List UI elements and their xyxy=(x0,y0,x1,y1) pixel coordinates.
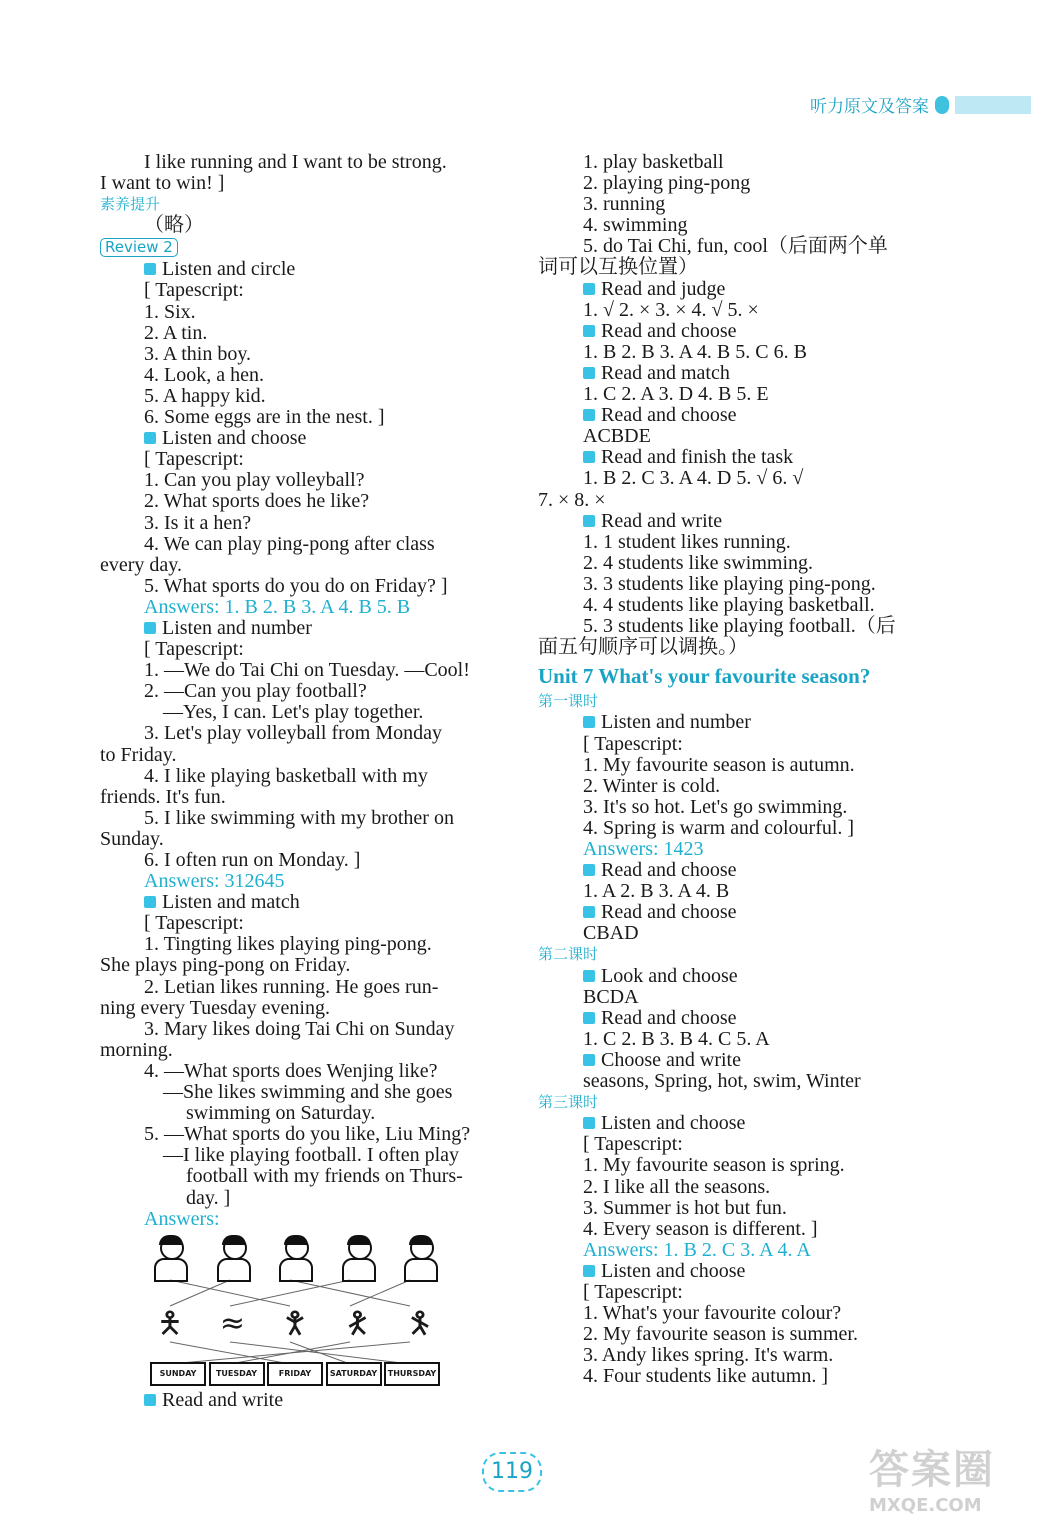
text-line: 7. × 8. × xyxy=(538,488,606,511)
text-line: I like running and I want to be strong. xyxy=(144,151,447,173)
section-heading: Listen and circle xyxy=(100,259,488,280)
text-line: [ Tapescript: xyxy=(144,912,244,935)
section-heading: Read and judge xyxy=(538,279,928,300)
child-portrait-icon xyxy=(338,1236,378,1280)
lesson-label: 第二课时 xyxy=(538,945,599,964)
text-line: 6. Some eggs are in the nest. ] xyxy=(144,406,385,429)
text-line: 1. B 2. C 3. A 4. D 5. √ 6. √ xyxy=(583,467,804,490)
text-line: 2. What sports does he like? xyxy=(144,490,370,513)
text-line: Sunday. xyxy=(100,827,164,850)
text-line: —She likes swimming and she goes xyxy=(163,1081,453,1104)
text-line: 3. Summer is hot but fun. xyxy=(583,1196,787,1219)
bullet-square-icon xyxy=(583,1265,595,1277)
day-card: SUNDAY xyxy=(150,1362,206,1386)
matching-figure xyxy=(150,1236,440,1386)
section-heading: Read and write xyxy=(538,511,928,532)
day-card: FRIDAY xyxy=(267,1362,323,1386)
answer-line: Answers: 1423 xyxy=(583,838,704,860)
text-line: 4. —What sports does Wenjing like? xyxy=(144,1059,438,1082)
section-heading: Read and choose xyxy=(538,902,928,923)
tai-chi-icon: 🯅 xyxy=(156,1305,184,1341)
text-line: 词可以互换位置） xyxy=(538,256,698,279)
text-line: [ Tapescript: xyxy=(144,638,244,661)
day-card: SATURDAY xyxy=(326,1362,382,1386)
text-line: 4. Look, a hen. xyxy=(144,363,264,386)
text-line: 1. A 2. B 3. A 4. B xyxy=(583,880,730,903)
child-portrait-icon xyxy=(275,1236,315,1280)
section-heading: Listen and choose xyxy=(538,1113,928,1134)
text-line: ning every Tuesday evening. xyxy=(100,996,330,1019)
section-heading: Choose and write xyxy=(538,1050,928,1071)
bullet-square-icon xyxy=(583,325,595,337)
bullet-square-icon xyxy=(583,451,595,463)
text-line: 3. Is it a hen? xyxy=(144,511,252,534)
header-title: 听力原文及答案 xyxy=(810,97,929,117)
text-line: [ Tapescript: xyxy=(144,279,244,302)
bullet-square-icon xyxy=(144,263,156,275)
day-card: THURSDAY xyxy=(384,1362,440,1386)
left-column xyxy=(100,152,488,1411)
swimming-icon: ≈ xyxy=(219,1305,246,1341)
text-line: 1. Tingting likes playing ping-pong. xyxy=(144,933,432,956)
text-line: 3. Mary likes doing Tai Chi on Sunday xyxy=(144,1017,455,1040)
answer-line: Answers: 1. B 2. C 3. A 4. A xyxy=(583,1238,811,1261)
text-line: [ Tapescript: xyxy=(144,448,244,471)
section-heading: Listen and match xyxy=(100,892,488,913)
bullet-square-icon xyxy=(583,716,595,728)
text-line: 2. Letian likes running. He goes run- xyxy=(144,975,439,998)
text-line: 1. play basketball xyxy=(583,151,724,173)
text-line: 2. Winter is cold. xyxy=(583,774,721,797)
bullet-square-icon xyxy=(583,906,595,918)
text-line: 1. My favourite season is spring. xyxy=(583,1154,845,1177)
text-line: 2. 4 students like swimming. xyxy=(583,551,813,574)
day-card: TUESDAY xyxy=(209,1362,265,1386)
text-line: day. ] xyxy=(186,1186,231,1209)
text-line: 3. A thin boy. xyxy=(144,342,252,365)
text-line: 2. playing ping-pong xyxy=(583,172,751,195)
text-line: [ Tapescript: xyxy=(583,1133,683,1156)
section-heading: Listen and choose xyxy=(100,428,488,449)
text-line: ACBDE xyxy=(583,425,651,448)
text-line: （略） xyxy=(144,214,204,237)
section-heading: Read and choose xyxy=(538,405,928,426)
unit-title: Unit 7 What's your favourite season? xyxy=(538,664,871,689)
section-heading: Read and match xyxy=(538,363,928,384)
ping-pong-icon: 🯇 xyxy=(344,1305,371,1341)
text-line: I want to win! ] xyxy=(100,172,225,195)
football-icon: 🯈 xyxy=(406,1305,434,1341)
text-line: 3. It's so hot. Let's go swimming. xyxy=(583,795,848,818)
text-line: 5. What sports do you do on Friday? ] xyxy=(144,574,448,597)
text-line: 面五句顺序可以调换。） xyxy=(538,636,748,659)
bullet-square-icon xyxy=(144,896,156,908)
answer-line: Answers: xyxy=(144,1207,220,1230)
bullet-square-icon xyxy=(583,409,595,421)
text-line: 1. What's your favourite colour? xyxy=(583,1302,842,1325)
text-line: 1. C 2. B 3. B 4. C 5. A xyxy=(583,1027,770,1050)
text-line: 5. do Tai Chi, fun, cool（后面两个单 xyxy=(583,235,888,258)
answer-line: Answers: 1. B 2. B 3. A 4. B 5. B xyxy=(144,595,411,618)
child-portrait-icon xyxy=(213,1236,253,1280)
text-line: [ Tapescript: xyxy=(583,1280,683,1303)
bullet-square-icon xyxy=(583,367,595,379)
text-line: 1. Six. xyxy=(144,300,196,323)
text-line: friends. It's fun. xyxy=(100,785,226,808)
section-heading: Listen and choose xyxy=(538,1261,928,1282)
text-line: 2. —Can you play football? xyxy=(144,680,367,703)
text-line: to Friday. xyxy=(100,743,177,766)
text-line: 4. 4 students like playing basketball. xyxy=(583,593,875,616)
text-line: —I like playing football. I often play xyxy=(163,1144,460,1167)
section-heading: Listen and number xyxy=(100,618,488,639)
right-column xyxy=(538,152,928,1387)
text-line: 1. √ 2. × 3. × 4. √ 5. × xyxy=(583,298,759,321)
text-line: 3. running xyxy=(583,193,666,216)
bullet-square-icon xyxy=(144,622,156,634)
section-heading: Read and finish the task xyxy=(538,447,928,468)
text-line: 4. swimming xyxy=(583,214,688,237)
text-line: 5. 3 students like playing football.（后 xyxy=(583,615,896,638)
bullet-square-icon xyxy=(144,1394,156,1406)
text-line: 1. B 2. B 3. A 4. B 5. C 6. B xyxy=(583,340,807,363)
text-line: 4. Spring is warm and colourful. ] xyxy=(583,816,855,839)
bullet-square-icon xyxy=(583,1117,595,1129)
text-line: 3. 3 students like playing ping-pong. xyxy=(583,572,876,595)
child-portrait-icon xyxy=(150,1236,190,1280)
lesson-label: 第三课时 xyxy=(538,1093,599,1112)
review-heading xyxy=(100,236,488,259)
header-decoration-icon xyxy=(935,96,949,114)
section-heading: Listen and number xyxy=(538,712,928,733)
text-line: football with my friends on Thurs- xyxy=(186,1165,463,1188)
text-line: 5. I like swimming with my brother on xyxy=(144,806,454,829)
text-line: 4. Every season is different. ] xyxy=(583,1217,818,1240)
text-line: 1. My favourite season is autumn. xyxy=(583,753,855,776)
lesson-label: 素养提升 xyxy=(100,195,161,214)
text-line: 4. We can play ping-pong after class xyxy=(144,532,435,555)
text-line: seasons, Spring, hot, swim, Winter xyxy=(583,1070,861,1093)
running-icon: 🯆 xyxy=(281,1305,309,1341)
child-portrait-icon xyxy=(400,1236,440,1280)
text-line: 2. I like all the seasons. xyxy=(583,1175,771,1198)
text-line: CBAD xyxy=(583,922,639,945)
header-bar xyxy=(955,96,1031,114)
text-line: 1. Can you play volleyball? xyxy=(144,469,365,492)
answer-line: Answers: 312645 xyxy=(144,870,285,893)
text-line: 1. C 2. A 3. D 4. B 5. E xyxy=(583,383,769,406)
text-line: 4. Four students like autumn. ] xyxy=(583,1365,828,1388)
text-line: 6. I often run on Monday. ] xyxy=(144,849,361,871)
text-line: BCDA xyxy=(583,985,639,1008)
page-header xyxy=(810,92,1031,117)
text-line: 5. A happy kid. xyxy=(144,384,266,407)
text-line: 2. A tin. xyxy=(144,321,208,344)
text-line: morning. xyxy=(100,1038,173,1061)
text-line: swimming on Saturday. xyxy=(186,1102,376,1125)
section-heading: Look and choose xyxy=(538,966,928,987)
bullet-square-icon xyxy=(583,1054,595,1066)
bullet-square-icon xyxy=(583,864,595,876)
text-line: 3. Let's play volleyball from Monday xyxy=(144,722,442,745)
text-line: 1. —We do Tai Chi on Tuesday. —Cool! xyxy=(144,659,470,682)
lesson-label: 第一课时 xyxy=(538,692,599,711)
text-line: 1. 1 student likes running. xyxy=(583,530,791,553)
section-heading: Read and write xyxy=(100,1390,488,1411)
text-line: 5. —What sports do you like, Liu Ming? xyxy=(144,1123,471,1146)
section-heading: Read and choose xyxy=(538,321,928,342)
text-line: every day. xyxy=(100,553,182,576)
page-number: 119 xyxy=(482,1452,542,1492)
text-line: —Yes, I can. Let's play together. xyxy=(163,701,424,724)
bullet-square-icon xyxy=(144,432,156,444)
section-heading: Read and choose xyxy=(538,860,928,881)
review-badge: Review 2 xyxy=(100,238,178,257)
text-line: 2. My favourite season is summer. xyxy=(583,1323,858,1346)
bullet-square-icon xyxy=(583,1012,595,1024)
text-line: 4. I like playing basketball with my xyxy=(144,764,428,787)
watermark-logo: 答案圈 MXQE.COM xyxy=(869,1447,995,1516)
bullet-square-icon xyxy=(583,970,595,982)
bullet-square-icon xyxy=(583,283,595,295)
bullet-square-icon xyxy=(583,515,595,527)
text-line: She plays ping-pong on Friday. xyxy=(100,954,351,977)
section-heading: Read and choose xyxy=(538,1008,928,1029)
text-line: 3. Andy likes spring. It's warm. xyxy=(583,1344,834,1367)
text-line: [ Tapescript: xyxy=(583,732,683,755)
